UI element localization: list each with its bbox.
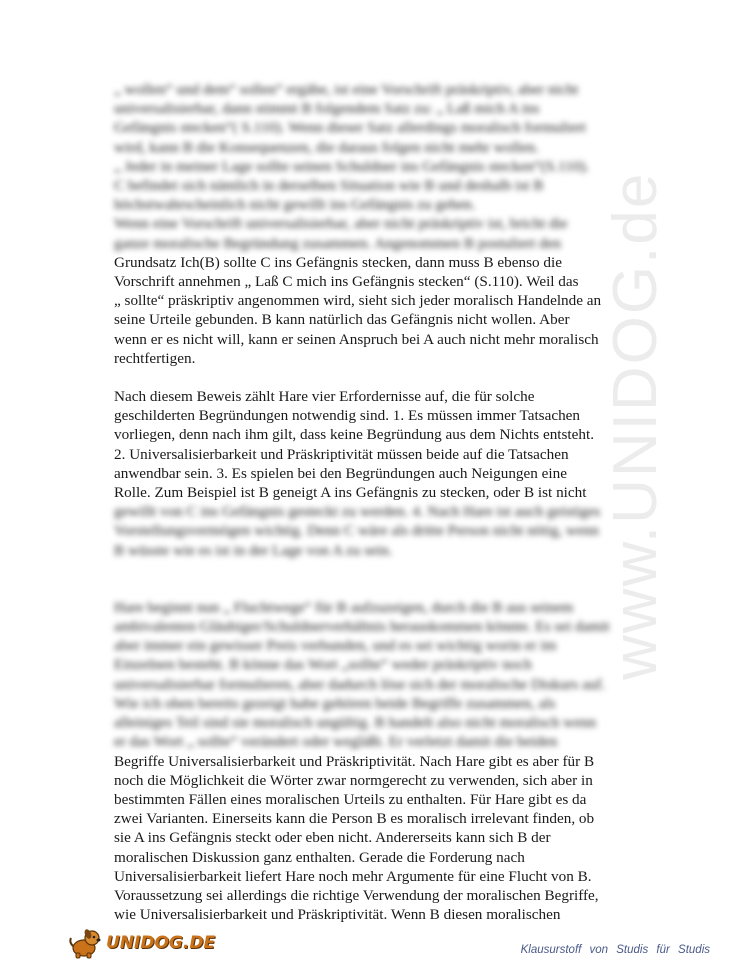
body-text — [114, 80, 634, 924]
blurred-paragraph-lower — [114, 598, 634, 752]
unidog-logo[interactable] — [68, 926, 215, 960]
dog-icon — [68, 926, 102, 960]
text-line: Rolle. Zum Beispiel ist B geneigt A ins Gefängnis zu stecken, oder B ist nicht — [114, 484, 587, 502]
text-line: seine Urteile gebunden. B kann natürlich das Gefängnis nicht wollen. Aber — [114, 311, 570, 329]
logo-text: UNIDOG.DE — [106, 933, 216, 953]
text-line: sie A ins Gefängnis steckt oder eben nicht. Andererseits kann sich B der — [114, 829, 551, 847]
paragraph-2 — [114, 387, 634, 502]
text-line: noch die Möglichkeit die Wörter zwar normgerecht zu verwenden, sich aber in — [114, 771, 593, 789]
text-line: aber immer ein gewisser Preis verbunden, und es sei wichtig worin er im — [114, 637, 557, 655]
text-line: Nach diesem Beweis zählt Hare vier Erfordernisse auf, die für solche — [114, 388, 535, 406]
text-line: universalisierbar formulieren, aber dadurch löse sich der moralische Diskurs auf. — [114, 675, 606, 693]
text-line: wenn er es nicht will, kann er seinen Anspruch bei A auch nicht mehr moralisch — [114, 330, 599, 348]
text-line: vorliegen, denn nach ihm gilt, dass keine Begründung aus dem Nichts entsteht. — [114, 426, 594, 444]
text-line: „ sollte“ präskriptiv angenommen wird, sieht sich jeder moralisch Handelnde an — [114, 292, 602, 310]
watermark: www.UNIDOG.de — [601, 171, 670, 680]
text-line: „ wollen“ und dem“ sollen“ ergäbe, ist eine Vorschrift präskriptiv, aber nicht — [114, 81, 579, 98]
text-line: Universalisierbarkeit liefert Hare noch mehr Argumente für eine Flucht von B. — [114, 867, 592, 885]
text-line: Wie ich oben bereits gezeigt habe gehören beide Begriffe zusammen, als — [114, 694, 556, 712]
text-line: 2. Universalisierbarkeit und Präskriptivität müssen beide auf die Tatsachen — [114, 445, 569, 463]
text-line: B wüsste wie es ist in der Lage von A zu sein. — [114, 541, 393, 559]
text-line: universalisierbar, dann stimmt B folgendem Satz zu: „ Laß mich A ins — [114, 100, 540, 118]
paragraph-3 — [114, 752, 634, 925]
text-line: Grundsatz Ich(B) sollte C ins Gefängnis stecken, dann muss B ebenso die — [114, 253, 562, 271]
text-line: rechtfertigen. — [114, 349, 196, 367]
text-line: höchstwahrscheinlich nicht gewillt ins Gefängnis zu gehen. — [114, 196, 476, 214]
text-line: er das Wort „ sollte“ verändert oder wegläßt. Er verletzt damit die beiden — [114, 733, 558, 751]
text-line: moralischen Diskussion ganz enthalten. Gerade die Forderung nach — [114, 848, 525, 866]
text-line: bestimmten Fällen eines moralischen Urteils zu enthalten. Für Hare gibt es da — [114, 790, 587, 808]
text-line: C befindet sich nämlich in derselben Situation wie B und deshalb ist B — [114, 177, 544, 195]
text-line: gewillt von C ins Gefängnis gesteckt zu werden. 4. Nach Hare ist auch geistiges — [114, 503, 601, 521]
text-line: ganze moralische Begründung zusammen. Angenommen B postuliert den — [114, 234, 562, 252]
text-line: Gefängnis stecken“( S.110). Wenn dieser Satz allerdings moralisch formuliert — [114, 119, 586, 137]
text-line: wie Universalisierbarkeit und Präskriptivität. Wenn B diesen moralischen — [114, 906, 561, 924]
text-line: Vorstellungsvermögen wichtig. Denn C wäre als dritte Person nicht nötig, wenn — [114, 522, 599, 540]
paragraph-1 — [114, 253, 634, 368]
text-line: ambivalenten Gläubiger/Schuldnerverhältnis herauskommen könnte. Es sei damit — [114, 618, 610, 636]
text-line: Vorschrift annehmen „ Laß C mich ins Gefängnis stecken“ (S.110). Weil das — [114, 273, 579, 291]
text-line: zwei Varianten. Einerseits kann die Person B es moralisch irrelevant finden, ob — [114, 810, 595, 828]
text-line: Hare beginnt nun „ Fluchtwege“ für B aufzuzeigen, durch die B aus seinem — [114, 598, 574, 616]
blurred-paragraph-mid — [114, 502, 634, 560]
text-line: Wenn eine Vorschrift universalisierbar, aber nicht präskriptiv ist, bricht die — [114, 215, 568, 233]
blurred-paragraph-top — [114, 80, 634, 253]
text-line: „ Jeder in meiner Lage sollte seinen Schuldner ins Gefängnis stecken“(S.110). — [114, 157, 590, 175]
text-line: geschilderten Begründungen notwendig sind. 1. Es müssen immer Tatsachen — [114, 407, 580, 425]
text-line: wird, kann B die Konsequenzen, die daraus folgen nicht mehr wollen. — [114, 138, 539, 156]
text-line: alleiniges Teil sind sie moralisch ungültig. B handelt also nicht moralisch wenn — [114, 714, 597, 732]
text-line: Voraussetzung sei allerdings die richtige Verwendung der moralischen Begriffe, — [114, 886, 599, 904]
text-line: Begriffe Universalisierbarkeit und Präskriptivität. Nach Hare gibt es aber für B — [114, 752, 595, 770]
footer-tagline: Klausurstoff von Studis für Studis — [520, 944, 710, 956]
text-line: anwendbar sein. 3. Es spielen bei den Begründungen auch Neigungen eine — [114, 464, 567, 482]
text-line: Einzelnen besteht. B könne das Wort „sollte“ weder präskriptiv noch — [114, 656, 532, 674]
